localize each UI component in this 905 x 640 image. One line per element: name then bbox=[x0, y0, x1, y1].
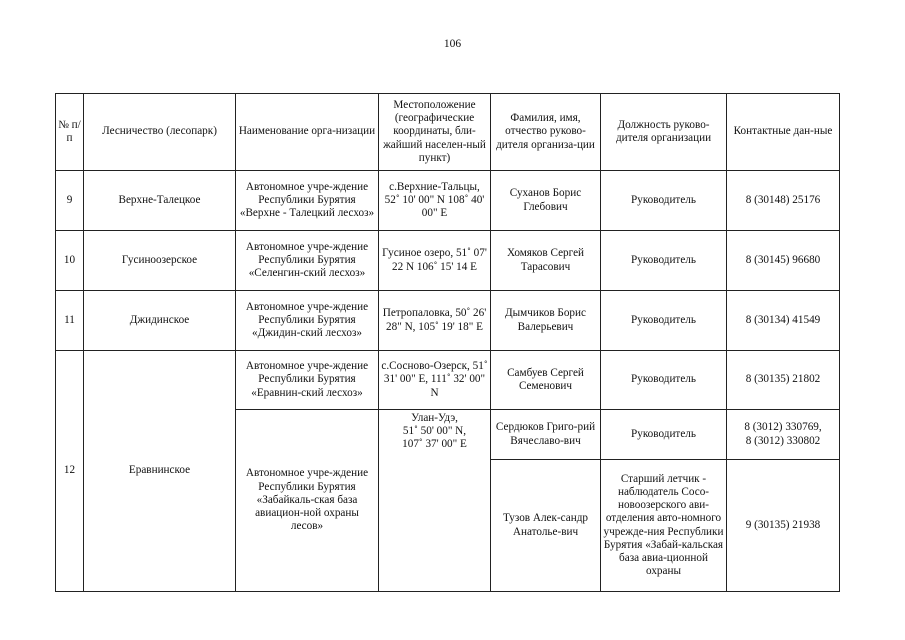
table-row bbox=[56, 351, 840, 410]
cell-position: Руководитель bbox=[601, 231, 727, 291]
cell-head-name: Суханов Борис Глебович bbox=[491, 171, 601, 231]
cell-organization: Автономное учре-ждение Республики Бурятия «Забайкаль-ская база авиацион-ной охраны лесов» bbox=[236, 410, 379, 592]
cell-head-name: Самбуев Сергей Семенович bbox=[491, 351, 601, 410]
cell-forestry: Гусиноозерское bbox=[84, 231, 236, 291]
header-location: Местоположение (географические координаты, бли-жайший населен-ный пункт) bbox=[379, 94, 491, 171]
cell-organization: Автономное учре-ждение Республики Бурятия «Джидин-ский лесхоз» bbox=[236, 291, 379, 351]
cell-position: Руководитель bbox=[601, 351, 727, 410]
header-row bbox=[56, 94, 840, 171]
cell-forestry: Джидинское bbox=[84, 291, 236, 351]
cell-contacts: 9 (30135) 21938 bbox=[727, 460, 840, 592]
cell-head-name: Тузов Алек-сандр Анатолье-вич bbox=[491, 460, 601, 592]
cell-contacts bbox=[727, 410, 840, 460]
header-head-name: Фамилия, имя, отчество руково-дителя организа-ции bbox=[491, 94, 601, 171]
header-organization: Наименование орга-низации bbox=[236, 94, 379, 171]
cell-position: Руководитель bbox=[601, 410, 727, 460]
cell-head-name: Сердюков Григо-рий Вячеславо-вич bbox=[491, 410, 601, 460]
location-line: Улан-Удэ, bbox=[411, 412, 458, 424]
cell-organization: Автономное учре-ждение Республики Бурятия «Селенгин-ский лесхоз» bbox=[236, 231, 379, 291]
header-num: № п/п bbox=[56, 94, 84, 171]
cell-head-name: Хомяков Сергей Тарасович bbox=[491, 231, 601, 291]
cell-organization: Автономное учре-ждение Республики Бурятия «Еравнин-ский лесхоз» bbox=[236, 351, 379, 410]
cell-position: Старший летчик - наблюдатель Сосо-новоозерского ави-отделения авто-номного учрежде-ния Республики Бурятия «Забай-кальская база авиа-ционной охраны bbox=[601, 460, 727, 592]
cell-contacts: 8 (30148) 25176 bbox=[727, 171, 840, 231]
cell-location: Гусиное озеро, 51˚ 07' 22 N 106˚ 15' 14 E bbox=[379, 231, 491, 291]
cell-num: 12 bbox=[56, 351, 84, 592]
location-line: 107˚ 37' 00" E bbox=[402, 438, 467, 451]
cell-location bbox=[379, 410, 491, 592]
cell-num: 11 bbox=[56, 291, 84, 351]
cell-forestry: Верхне-Талецкое bbox=[84, 171, 236, 231]
cell-position: Руководитель bbox=[601, 171, 727, 231]
page-number: 106 bbox=[443, 38, 462, 50]
cell-num: 9 bbox=[56, 171, 84, 231]
cell-position: Руководитель bbox=[601, 291, 727, 351]
table-row bbox=[56, 291, 840, 351]
header-position: Должность руково-дителя организации bbox=[601, 94, 727, 171]
cell-location: Петропаловка, 50˚ 26' 28" N, 105˚ 19' 18" E bbox=[379, 291, 491, 351]
cell-num: 10 bbox=[56, 231, 84, 291]
cell-organization: Автономное учре-ждение Республики Бурятия «Верхне - Талецкий лесхоз» bbox=[236, 171, 379, 231]
cell-contacts: 8 (30134) 41549 bbox=[727, 291, 840, 351]
cell-location: с.Верхние-Тальцы, 52˚ 10' 00" N 108˚ 40' 00" E bbox=[379, 171, 491, 231]
cell-contacts: 8 (30135) 21802 bbox=[727, 351, 840, 410]
location-line: 51˚ 50' 00" N, bbox=[402, 425, 467, 438]
header-forestry: Лесничество (лесопарк) bbox=[84, 94, 236, 171]
contact-line: 8 (3012) 330769, bbox=[744, 421, 822, 434]
cell-forestry: Еравнинское bbox=[84, 351, 236, 592]
contact-line: 8 (3012) 330802 bbox=[745, 434, 821, 447]
cell-contacts: 8 (30145) 96680 bbox=[727, 231, 840, 291]
forestry-registry-table bbox=[55, 93, 840, 592]
cell-location: с.Сосново-Озерск, 51˚ 31' 00" E, 111˚ 32' 00" N bbox=[379, 351, 491, 410]
table-row bbox=[56, 171, 840, 231]
cell-head-name: Дымчиков Борис Валерьевич bbox=[491, 291, 601, 351]
header-contacts: Контактные дан-ные bbox=[727, 94, 840, 171]
table-row bbox=[56, 231, 840, 291]
